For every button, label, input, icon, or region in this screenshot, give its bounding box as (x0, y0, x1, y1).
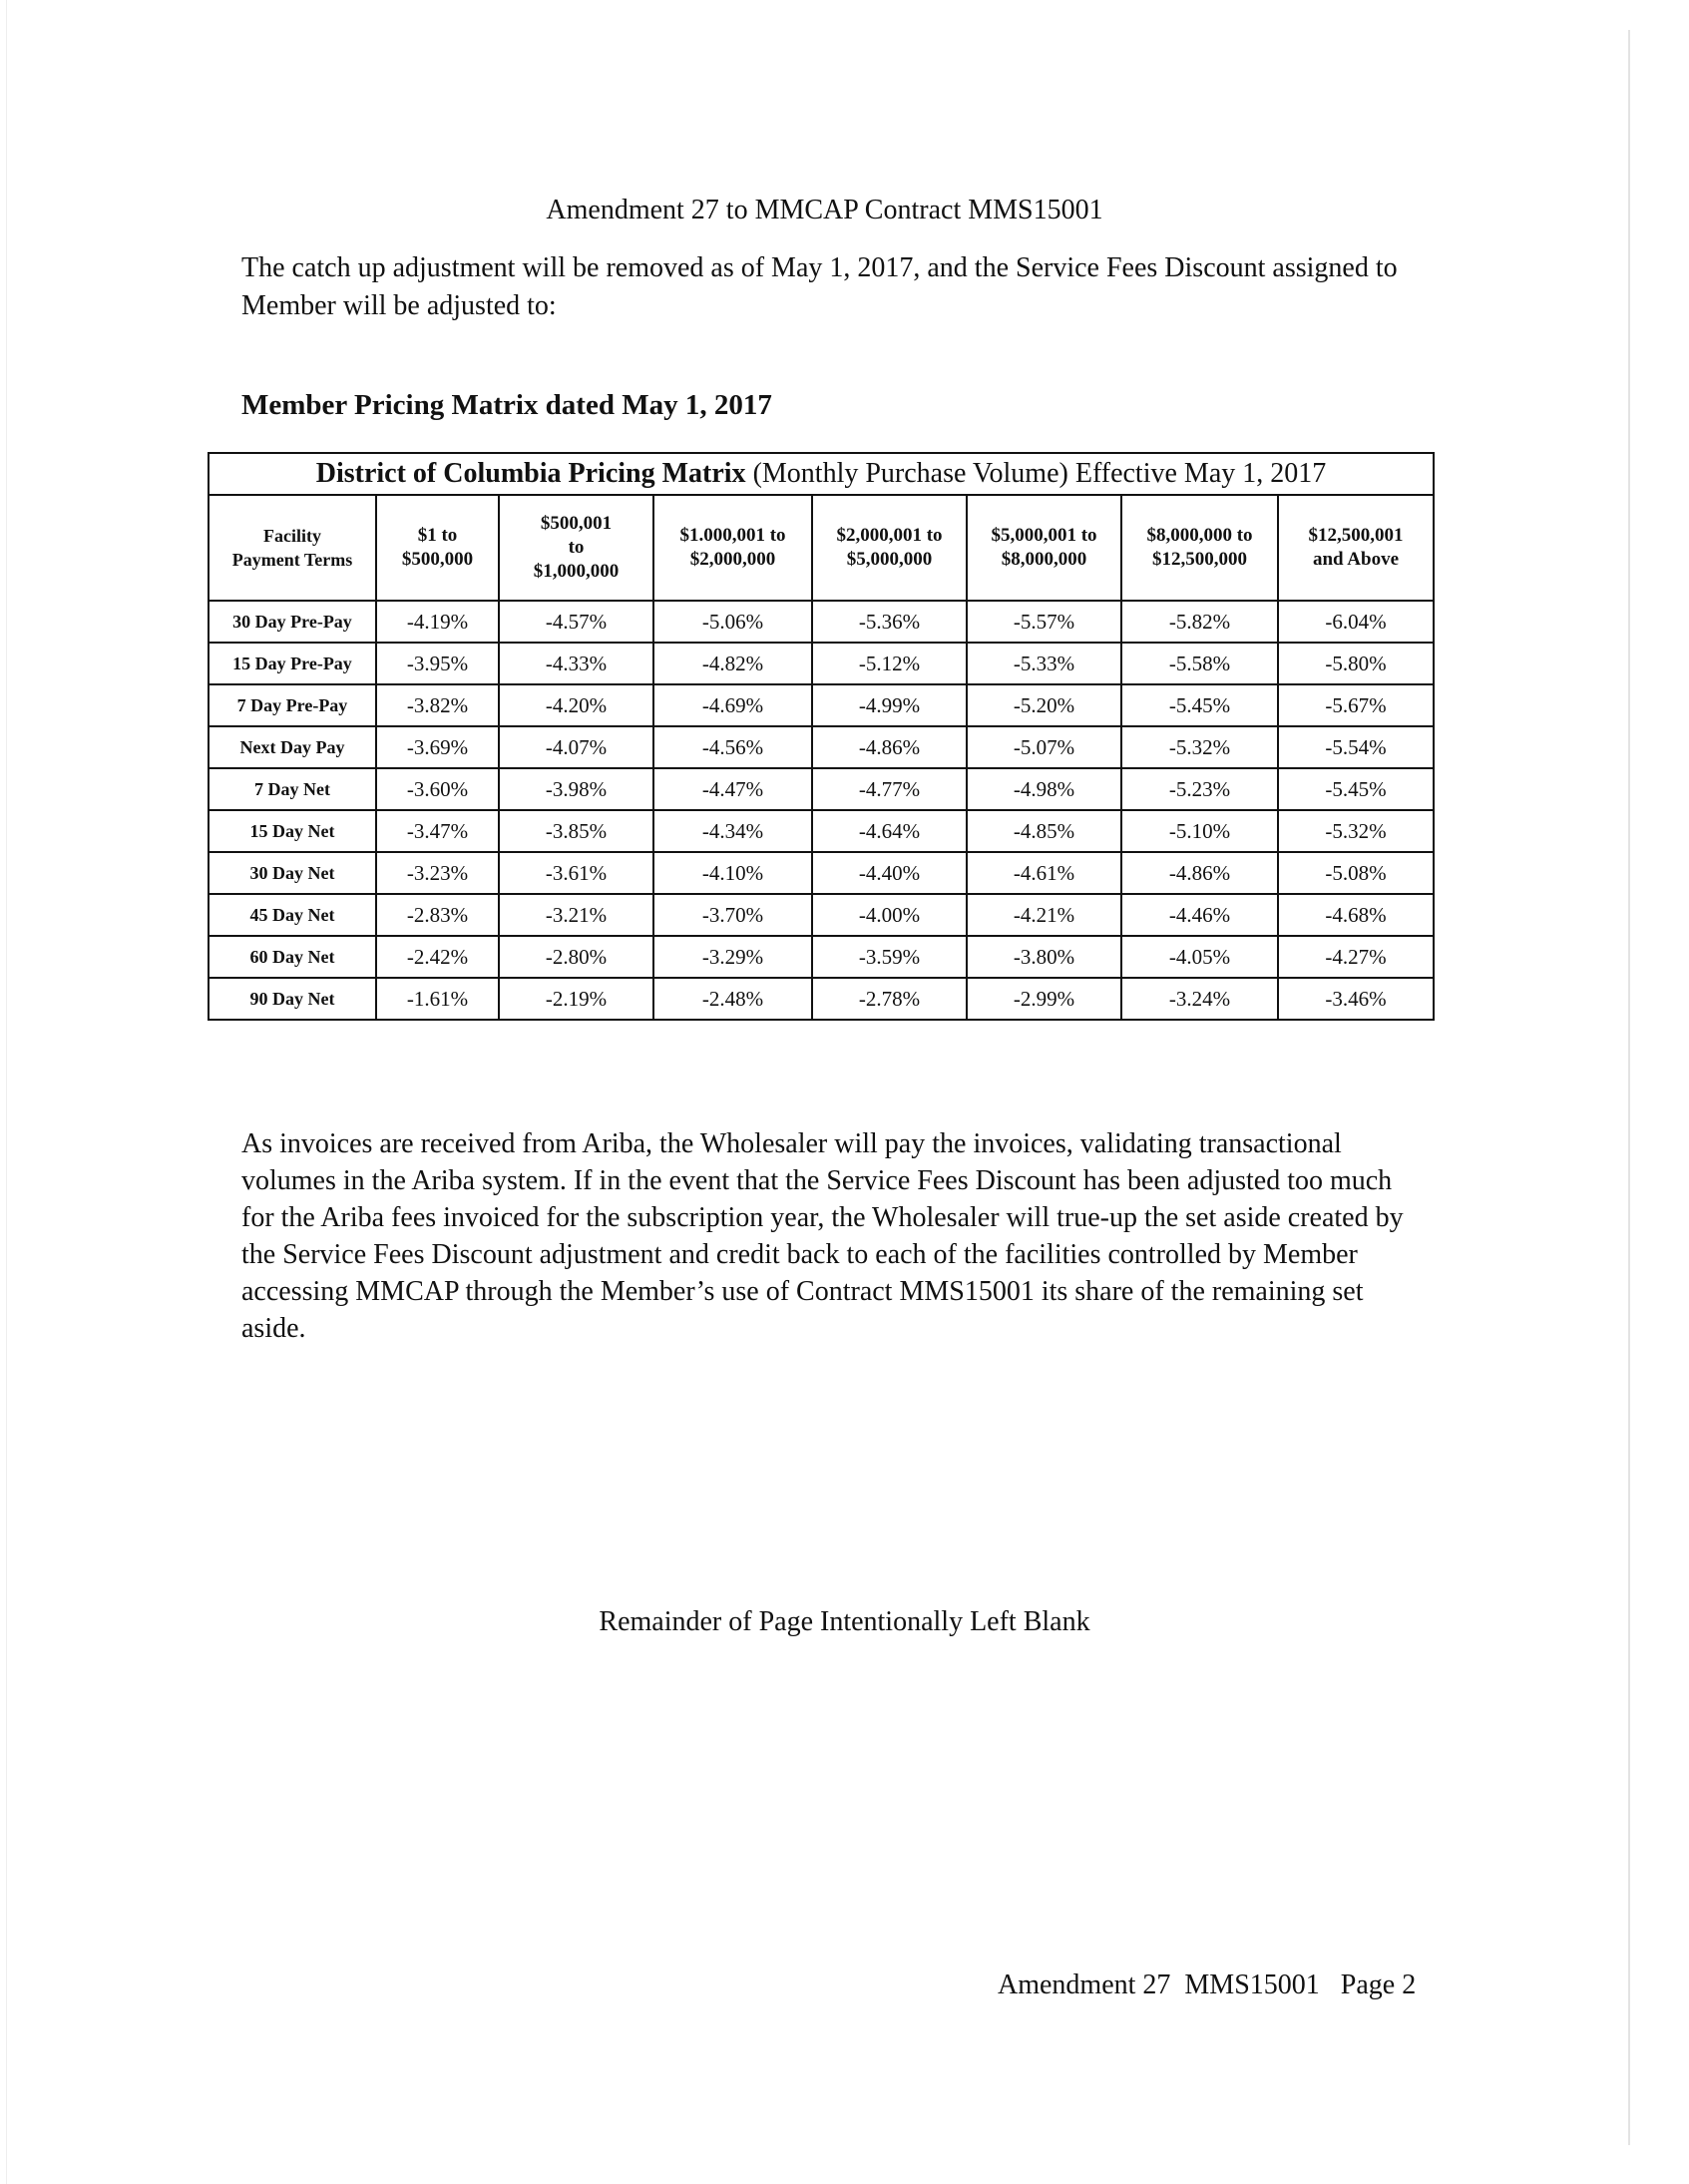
discount-cell: -5.57% (967, 601, 1121, 643)
discount-cell: -2.19% (499, 978, 653, 1020)
discount-cell: -5.45% (1121, 684, 1278, 726)
discount-cell: -3.70% (653, 894, 812, 936)
table-row (209, 978, 1434, 1020)
matrix-heading: Member Pricing Matrix dated May 1, 2017 (241, 389, 772, 421)
discount-cell: -2.78% (812, 978, 967, 1020)
column-header (812, 495, 967, 601)
page-footer: Amendment 27 MMS15001 Page 2 (998, 1969, 1417, 2000)
discount-cell: -4.98% (967, 768, 1121, 810)
discount-cell: -2.80% (499, 936, 653, 978)
discount-cell: -2.99% (967, 978, 1121, 1020)
column-header-line: $500,001 (540, 513, 613, 534)
discount-cell: -4.69% (653, 684, 812, 726)
discount-cell: -5.82% (1121, 601, 1278, 643)
discount-cell: -4.85% (967, 810, 1121, 852)
scan-edge-left (6, 0, 7, 2184)
table-row (209, 768, 1434, 810)
table-row (209, 936, 1434, 978)
discount-cell: -3.47% (376, 810, 499, 852)
discount-cell: -4.86% (812, 726, 967, 768)
discount-cell: -3.98% (499, 768, 653, 810)
document-header-text: Amendment 27 to MMCAP Contract MMS15001 (546, 195, 1103, 225)
discount-cell: -1.61% (376, 978, 499, 1020)
column-header (1278, 495, 1434, 601)
column-header-line: Payment Terms (231, 550, 353, 570)
payment-term-label: 15 Day Pre-Pay (209, 643, 376, 684)
discount-cell: -3.95% (376, 643, 499, 684)
discount-cell: -5.36% (812, 601, 967, 643)
discount-cell: -4.61% (967, 852, 1121, 894)
discount-cell: -4.86% (1121, 852, 1278, 894)
discount-cell: -3.80% (967, 936, 1121, 978)
discount-cell: -4.33% (499, 643, 653, 684)
table-title-bold: District of Columbia Pricing Matrix (315, 458, 746, 489)
discount-cell: -3.85% (499, 810, 653, 852)
payment-term-label: 30 Day Pre-Pay (209, 601, 376, 643)
discount-cell: -4.05% (1121, 936, 1278, 978)
discount-cell: -4.20% (499, 684, 653, 726)
pricing-matrix-table (208, 452, 1435, 1021)
payment-term-label: Next Day Pay (209, 726, 376, 768)
column-header-line: Facility (263, 526, 321, 546)
column-header-line: $1,000,000 (533, 561, 620, 582)
discount-cell: -5.33% (967, 643, 1121, 684)
column-header-line: and Above (1312, 549, 1400, 570)
scan-edge-right (1628, 30, 1630, 2145)
table-row (209, 643, 1434, 684)
discount-cell: -3.61% (499, 852, 653, 894)
discount-cell: -6.04% (1278, 601, 1434, 643)
table-title (209, 453, 1434, 495)
column-header-line: $5,000,000 (846, 549, 933, 570)
discount-cell: -4.00% (812, 894, 967, 936)
column-header-line: $2,000,001 to (836, 525, 943, 546)
column-header-line: $8,000,000 (1001, 549, 1087, 570)
column-header-line: $1.000,001 to (679, 525, 786, 546)
discount-cell: -5.45% (1278, 768, 1434, 810)
discount-cell: -5.67% (1278, 684, 1434, 726)
table-row (209, 810, 1434, 852)
table-header-row (209, 495, 1434, 601)
payment-term-label: 90 Day Net (209, 978, 376, 1020)
table-row (209, 684, 1434, 726)
column-header (376, 495, 499, 601)
column-header-line: $500,000 (401, 549, 474, 570)
discount-cell: -5.07% (967, 726, 1121, 768)
table-title-rest: (Monthly Purchase Volume) Effective May 1, 2017 (745, 458, 1327, 489)
discount-cell: -3.60% (376, 768, 499, 810)
column-header-line: $12,500,000 (1152, 549, 1247, 570)
discount-cell: -5.32% (1121, 726, 1278, 768)
discount-cell: -5.23% (1121, 768, 1278, 810)
payment-term-label: 15 Day Net (209, 810, 376, 852)
discount-cell: -4.68% (1278, 894, 1434, 936)
discount-cell: -2.83% (376, 894, 499, 936)
discount-cell: -2.48% (653, 978, 812, 1020)
payment-term-label: 7 Day Net (209, 768, 376, 810)
payment-term-label: 60 Day Net (209, 936, 376, 978)
discount-cell: -4.99% (812, 684, 967, 726)
discount-cell: -4.19% (376, 601, 499, 643)
intro-paragraph: The catch up adjustment will be removed as of May 1, 2017, and the Service Fees Discount assigned to Member will be adjusted to: (241, 252, 1398, 321)
column-header-line: $12,500,001 (1308, 525, 1404, 546)
discount-cell: -3.59% (812, 936, 967, 978)
payment-term-label: 45 Day Net (209, 894, 376, 936)
discount-cell: -5.08% (1278, 852, 1434, 894)
discount-cell: -2.42% (376, 936, 499, 978)
discount-cell: -5.32% (1278, 810, 1434, 852)
discount-cell: -3.23% (376, 852, 499, 894)
discount-cell: -5.10% (1121, 810, 1278, 852)
discount-cell: -4.47% (653, 768, 812, 810)
discount-cell: -5.12% (812, 643, 967, 684)
discount-cell: -3.82% (376, 684, 499, 726)
discount-cell: -4.10% (653, 852, 812, 894)
discount-cell: -4.82% (653, 643, 812, 684)
discount-cell: -4.64% (812, 810, 967, 852)
discount-cell: -4.57% (499, 601, 653, 643)
column-header-line: $1 to (417, 525, 458, 546)
discount-cell: -4.40% (812, 852, 967, 894)
discount-cell: -4.21% (967, 894, 1121, 936)
discount-cell: -5.06% (653, 601, 812, 643)
discount-cell: -5.54% (1278, 726, 1434, 768)
discount-cell: -4.46% (1121, 894, 1278, 936)
discount-cell: -3.29% (653, 936, 812, 978)
column-header-line: to (568, 537, 585, 558)
discount-cell: -4.77% (812, 768, 967, 810)
discount-cell: -5.58% (1121, 643, 1278, 684)
blank-page-note: Remainder of Page Intentionally Left Blank (599, 1606, 1090, 1637)
table-row (209, 852, 1434, 894)
discount-cell: -3.21% (499, 894, 653, 936)
column-header (499, 495, 653, 601)
payment-term-label: 7 Day Pre-Pay (209, 684, 376, 726)
column-header-line: $5,000,001 to (991, 525, 1097, 546)
discount-cell: -5.20% (967, 684, 1121, 726)
table-body (209, 601, 1434, 1020)
closing-paragraph: As invoices are received from Ariba, the Wholesaler will pay the invoices, validating transactional volumes in the Ariba system. If in the event that the Service Fees Discount has been adjusted too much for the Ariba fees invoiced for the subscription year, the Wholesaler will true-up the set aside created by the Service Fees Discount adjustment and credit back to each of the facilities controlled by Member accessing MMCAP through the Member’s use of Contract MMS15001 its share of the remaining set aside. (241, 1128, 1404, 1344)
discount-cell: -3.69% (376, 726, 499, 768)
discount-cell: -4.56% (653, 726, 812, 768)
column-header (209, 495, 376, 601)
column-header (653, 495, 812, 601)
document-header (0, 195, 1689, 226)
column-header-line: $8,000,000 to (1146, 525, 1253, 546)
discount-cell: -5.80% (1278, 643, 1434, 684)
discount-cell: -4.07% (499, 726, 653, 768)
discount-cell: -4.27% (1278, 936, 1434, 978)
column-header (1121, 495, 1278, 601)
table-row (209, 601, 1434, 643)
discount-cell: -3.46% (1278, 978, 1434, 1020)
payment-term-label: 30 Day Net (209, 852, 376, 894)
discount-cell: -4.34% (653, 810, 812, 852)
column-header (967, 495, 1121, 601)
discount-cell: -3.24% (1121, 978, 1278, 1020)
table-row (209, 894, 1434, 936)
column-header-line: $2,000,000 (689, 549, 776, 570)
table-row (209, 726, 1434, 768)
